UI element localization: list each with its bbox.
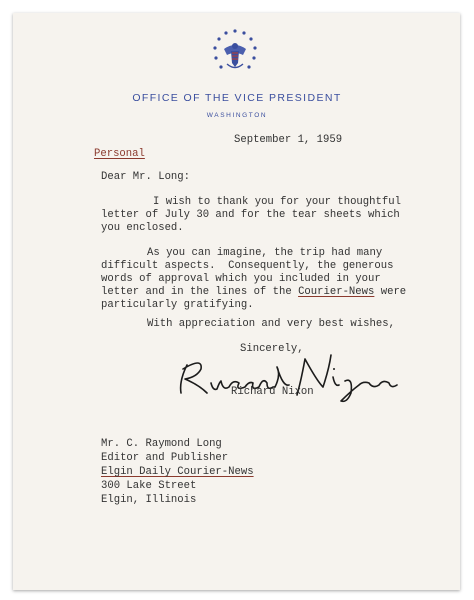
courier-news-underlined: Courier-News xyxy=(298,286,375,298)
recipient-publication: Elgin Daily Courier-News xyxy=(101,466,254,478)
paragraph-2-line-1: As you can imagine, the trip had many xyxy=(147,247,383,259)
paragraph-2-line-4-suffix: were xyxy=(374,286,407,298)
paragraph-2-line-5: particularly gratifying. xyxy=(101,299,254,311)
salutation: Dear Mr. Long: xyxy=(101,171,191,183)
closing: Sincerely, xyxy=(240,343,304,355)
paragraph-1-line-3: you enclosed. xyxy=(101,222,184,234)
recipient-title: Editor and Publisher xyxy=(101,452,229,464)
recipient-name: Mr. C. Raymond Long xyxy=(101,438,222,450)
paragraph-2-line-4 xyxy=(101,285,406,299)
typed-name: Richard Nixon xyxy=(231,386,314,398)
personal-marking: Personal xyxy=(94,148,145,160)
paragraph-2-line-4-prefix: letter and in the lines of the xyxy=(101,286,299,298)
recipient-city: Elgin, Illinois xyxy=(101,494,197,506)
letterhead-office: OFFICE OF THE VICE PRESIDENT xyxy=(132,92,342,104)
paragraph-1-line-1: I wish to thank you for your thoughtful xyxy=(153,196,401,208)
letter-date: September 1, 1959 xyxy=(234,134,343,146)
paragraph-2-line-2: difficult aspects. Consequently, the generous xyxy=(101,260,394,272)
vice-president-seal-icon xyxy=(210,27,260,77)
paragraph-2-line-3: words of approval which you included in your xyxy=(101,273,381,285)
paragraph-1-line-2: letter of July 30 and for the tear sheets which xyxy=(101,209,400,221)
letterhead-city: WASHINGTON xyxy=(206,112,268,119)
recipient-street: 300 Lake Street xyxy=(101,480,197,492)
paragraph-3: With appreciation and very best wishes, xyxy=(147,318,395,330)
